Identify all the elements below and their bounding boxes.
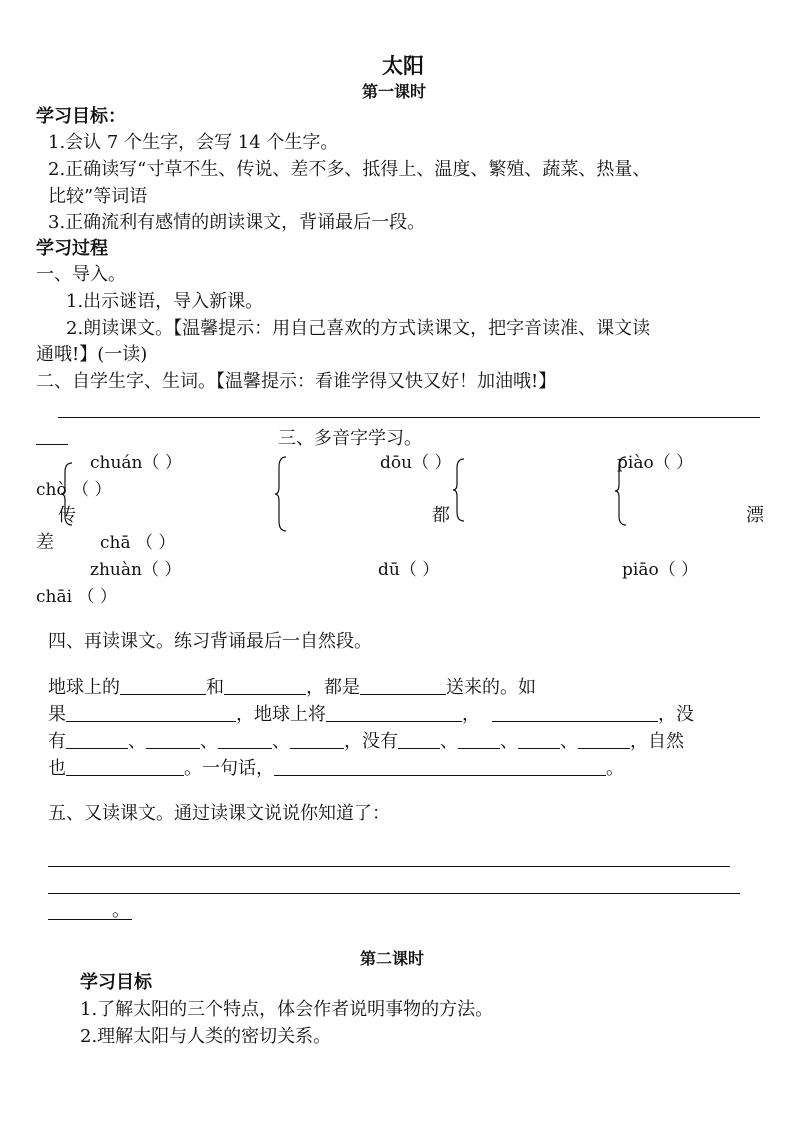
pinyin-chuan: chuán（ ） <box>90 453 182 473</box>
pinyin-chai: chāi （ ） <box>36 587 117 607</box>
fill-text: ，没有 <box>344 731 398 752</box>
fill-text: 送来的。如 <box>446 677 536 698</box>
lesson-two-heading: 第二课时 <box>360 949 425 968</box>
goal-item: 3.正确流利有感情的朗读课文，背诵最后一段。 <box>48 212 426 233</box>
lesson-one-heading: 第一课时 <box>362 82 427 101</box>
goal2-item: 1.了解太阳的三个特点，体会作者说明事物的方法。 <box>80 999 494 1020</box>
brace-piao-icon <box>614 456 628 526</box>
pinyin-piao-fourth: piào（ ） <box>617 453 694 473</box>
goals2-heading: 学习目标 <box>80 972 152 993</box>
pinyin-piao-first: piāo（ ） <box>622 560 699 580</box>
char-cha: 差 <box>36 532 54 553</box>
fill-text: 、 <box>200 731 218 752</box>
answer-line[interactable] <box>48 893 740 894</box>
section-three-heading: 三、多音字学习。 <box>278 428 422 449</box>
section-one-item: 2.朗读课文。【温馨提示：用自己喜欢的方式读课文，把字音读准、课文读 <box>66 318 651 339</box>
fill-blank[interactable] <box>274 757 606 776</box>
fill-text: 、 <box>128 731 146 752</box>
fill-blank[interactable] <box>120 676 206 695</box>
brace-chuan-icon <box>60 462 74 526</box>
fill-blank[interactable] <box>66 757 184 776</box>
fill-blank[interactable] <box>360 676 446 695</box>
goal-item: 1.会认 7 个生字，会写 14 个生字。 <box>48 132 339 153</box>
section-five-end: 。 <box>112 900 130 921</box>
fill-line-1 <box>48 675 536 701</box>
fill-text: ，地球上将 <box>236 704 326 725</box>
fill-text: 果 <box>48 704 66 725</box>
fill-blank[interactable] <box>578 730 630 749</box>
pinyin-cha: chā （ ） <box>100 533 176 553</box>
fill-text: ，都是 <box>306 677 360 698</box>
pinyin-zhuan: zhuàn（ ） <box>90 560 182 580</box>
pinyin-du: dū（ ） <box>378 560 440 580</box>
pinyin-cho: chò （ ） <box>36 480 112 500</box>
answer-line[interactable] <box>58 417 760 418</box>
fill-blank[interactable] <box>290 730 344 749</box>
fill-blank[interactable] <box>218 730 272 749</box>
char-dou: 都 <box>432 505 450 526</box>
fill-text: 有 <box>48 731 66 752</box>
section-one-heading: 一、导入。 <box>36 264 126 285</box>
fill-text: 和 <box>206 677 224 698</box>
fill-text: 、 <box>440 731 458 752</box>
fill-text: ，没 <box>658 704 694 725</box>
goals-heading: 学习目标： <box>36 106 126 127</box>
goal-item: 比较”等词语 <box>48 186 148 207</box>
goal-item: 2.正确读写“寸草不生、传说、差不多、抵得上、温度、繁殖、蔬菜、热量、 <box>48 159 651 180</box>
fill-text: ， <box>462 704 480 725</box>
section-two-heading: 二、自学生字、生词。【温馨提示：看谁学得又快又好！加油哦!】 <box>36 371 557 392</box>
brace-dou-icon <box>452 458 466 522</box>
fill-text: ，自然 <box>630 731 684 752</box>
fill-line-3 <box>48 729 684 755</box>
fill-blank[interactable] <box>224 676 306 695</box>
fill-blank[interactable] <box>326 703 462 722</box>
answer-line[interactable] <box>48 866 730 867</box>
char-chuan: 传 <box>58 505 76 526</box>
section-one-item: 1.出示谜语，导入新课。 <box>66 291 264 312</box>
fill-text: 、 <box>500 731 518 752</box>
goal2-item: 2.理解太阳与人类的密切关系。 <box>80 1026 332 1047</box>
section-four-heading: 四、再读课文。练习背诵最后一自然段。 <box>48 631 372 652</box>
fill-blank[interactable] <box>146 730 200 749</box>
fill-line-2 <box>48 702 694 728</box>
fill-blank[interactable] <box>66 703 236 722</box>
brace-left-icon <box>274 456 288 532</box>
pinyin-dou: dōu（ ） <box>380 453 452 473</box>
fill-text: 也 <box>48 758 66 779</box>
char-piao: 漂 <box>746 505 764 526</box>
page-title: 太阳 <box>382 53 424 78</box>
fill-blank[interactable] <box>492 703 658 722</box>
section-five-heading: 五、又读课文。通过读课文说说你知道了： <box>48 803 390 824</box>
answer-line[interactable] <box>36 444 68 445</box>
fill-blank[interactable] <box>518 730 560 749</box>
fill-text: 。一句话， <box>184 758 274 779</box>
section-one-item-cont: 通哦!】(一读) <box>36 344 148 365</box>
process-heading: 学习过程 <box>36 238 108 259</box>
fill-text: 、 <box>272 731 290 752</box>
fill-text: 、 <box>560 731 578 752</box>
fill-text: 地球上的 <box>48 677 120 698</box>
fill-blank[interactable] <box>398 730 440 749</box>
fill-blank[interactable] <box>66 730 128 749</box>
fill-line-4 <box>48 756 624 782</box>
fill-blank[interactable] <box>458 730 500 749</box>
fill-text: 。 <box>606 758 624 779</box>
